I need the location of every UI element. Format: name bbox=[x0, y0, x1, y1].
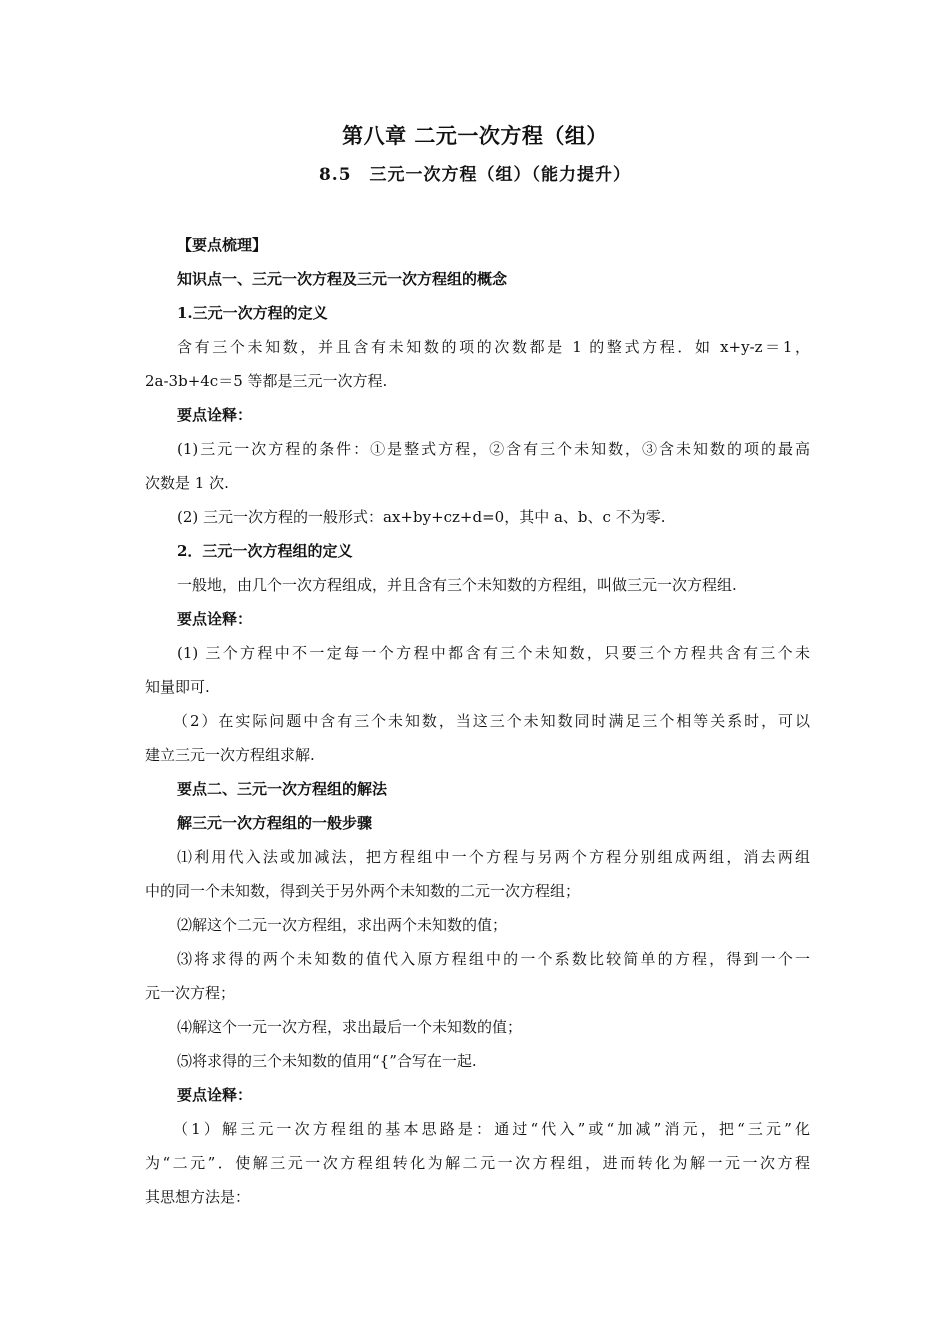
paragraph-line: 一般地，由几个一次方程组成，并且含有三个未知数的方程组，叫做三元一次方程组. bbox=[177, 576, 737, 594]
paragraph-line: ⑸将求得的三个未知数的值用“{”合写在一起. bbox=[177, 1052, 477, 1070]
paragraph-line: 知量即可. bbox=[145, 678, 210, 696]
paragraph-line: 为“二元”．使解三元一次方程组转化为解二元一次方程组，进而转化为解一元一次方程 bbox=[145, 1154, 810, 1172]
subsection-heading: 1.三元一次方程的定义 bbox=[177, 304, 328, 322]
paragraph-line: (1) 三个方程中不一定每一个方程中都含有三个未知数，只要三个方程共含有三个未 bbox=[177, 644, 810, 662]
knowledge-point-heading: 知识点一、三元一次方程及三元一次方程组的概念 bbox=[177, 270, 508, 288]
paragraph-line: 其思想方法是： bbox=[145, 1188, 251, 1206]
note-heading: 要点诠释： bbox=[177, 1086, 253, 1104]
paragraph-line: 中的同一个未知数，得到关于另外两个未知数的二元一次方程组； bbox=[145, 882, 581, 900]
paragraph-line: ⑴利用代入法或加减法，把方程组中一个方程与另两个方程分别组成两组，消去两组 bbox=[177, 848, 810, 866]
subsection-heading: 解三元一次方程组的一般步骤 bbox=[177, 814, 373, 832]
paragraph-line: 2a-3b+4c＝5 等都是三元一次方程. bbox=[145, 372, 388, 390]
paragraph-line: 次数是 1 次. bbox=[145, 474, 229, 492]
chapter-title: 第八章 二元一次方程（组） bbox=[342, 123, 608, 148]
paragraph-line: （2）在实际问题中含有三个未知数，当这三个未知数同时满足三个相等关系时，可以 bbox=[173, 712, 810, 730]
paragraph-line: ⑷解这个一元一次方程，求出最后一个未知数的值； bbox=[177, 1018, 523, 1036]
note-heading: 要点诠释： bbox=[177, 406, 253, 424]
knowledge-point-heading: 要点二、三元一次方程组的解法 bbox=[177, 780, 388, 798]
paragraph-line: ⑶将求得的两个未知数的值代入原方程组中的一个系数比较简单的方程，得到一个一 bbox=[177, 950, 810, 968]
paragraph-line: 建立三元一次方程组求解. bbox=[145, 746, 315, 764]
paragraph-line: (1)三元一次方程的条件：①是整式方程，②含有三个未知数，③含未知数的项的最高 bbox=[177, 440, 810, 458]
section-heading: 【要点梳理】 bbox=[177, 236, 268, 254]
document-body bbox=[145, 228, 810, 1214]
paragraph-line: （1）解三元一次方程组的基本思路是：通过“代入”或“加减”消元，把“三元”化 bbox=[173, 1120, 810, 1138]
note-heading: 要点诠释： bbox=[177, 610, 253, 628]
paragraph-line: 元一次方程； bbox=[145, 984, 236, 1002]
paragraph-line: (2) 三元一次方程的一般形式：ax+by+cz+d=0，其中 a、b、c 不为零. bbox=[177, 508, 666, 526]
section-subtitle: 8.5 三元一次方程（组）（能力提升） bbox=[318, 165, 632, 185]
paragraph-line: 含有三个未知数，并且含有未知数的项的次数都是 1 的整式方程．如 x+y-z＝1， bbox=[177, 338, 810, 356]
paragraph-line: ⑵解这个二元一次方程组，求出两个未知数的值； bbox=[177, 916, 508, 934]
subsection-heading: 2．三元一次方程组的定义 bbox=[177, 542, 353, 560]
